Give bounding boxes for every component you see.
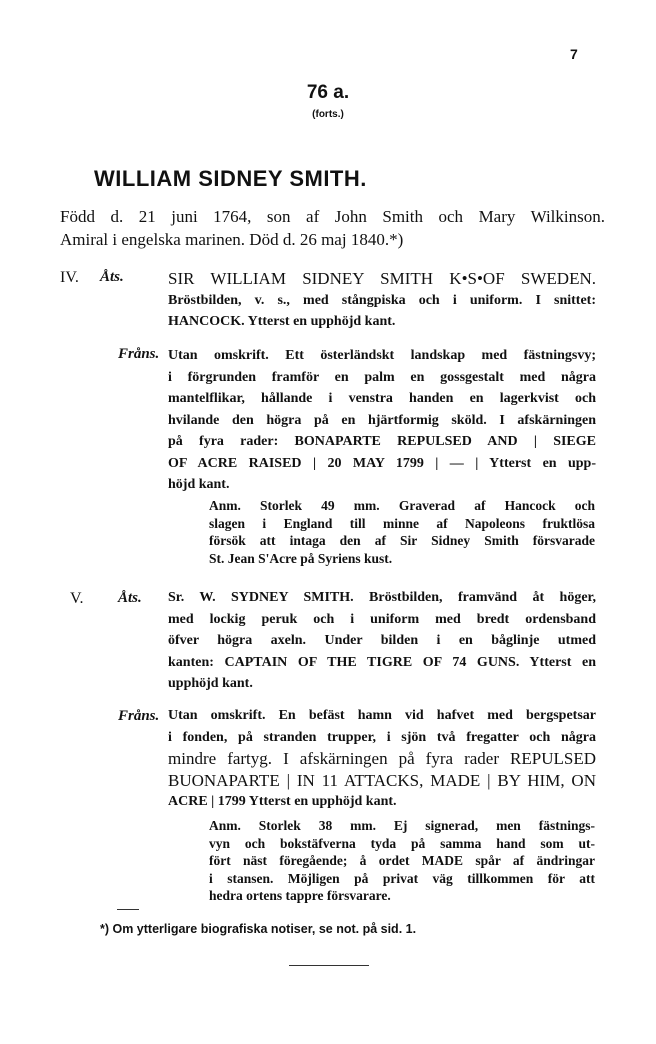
- text-line: hvilande den högra på en hjärtformig sköld. I afskärningen: [168, 412, 596, 428]
- note-line: fört näst föregående; å ordet MADE spår af ändringar: [209, 853, 595, 868]
- page-title: WILLIAM SIDNEY SMITH.: [94, 166, 367, 191]
- text-line: öfver högra axeln. Under bilden i en båglinje utmed: [168, 633, 596, 648]
- text-line: OF ACRE RAISED | 20 MAY 1799 | — | Ytterst en upp-: [168, 455, 596, 471]
- text-line: ACRE | 1799 Ytterst en upphöjd kant.: [168, 794, 397, 809]
- note-line: försök att intaga den af Sir Sidney Smith försvarade: [209, 533, 595, 548]
- obverse-text-v: [168, 587, 596, 695]
- text-line: Utan omskrift. Ett österländskt landskap med fästningsvy;: [168, 348, 596, 363]
- text-line: mantelflikar, hållande i venstra handen en lagerkvist och: [168, 391, 596, 406]
- note-line: vyn och bokstäfverna tyda på samma hand som ut-: [209, 835, 595, 851]
- reverse-text-iv: [168, 345, 596, 496]
- footnote: *) Om ytterligare biografiska notiser, se not. på sid. 1.: [100, 922, 417, 936]
- text-line: upphöjd kant.: [168, 676, 253, 691]
- footnote-divider: [117, 909, 139, 910]
- entry-number-iv: IV.: [60, 269, 79, 286]
- text-line: Sr. W. SYDNEY SMITH. Bröstbilden, framvänd åt höger,: [168, 590, 596, 605]
- note-line: i stansen. Möjligen på privat väg tillkommen för att: [209, 870, 595, 886]
- reverse-text-v: [168, 705, 596, 813]
- text-line: SIR WILLIAM SIDNEY SMITH K•S•OF SWEDEN.: [168, 269, 596, 288]
- annotation-iv: [209, 497, 595, 567]
- entry-number-v: V.: [70, 590, 84, 607]
- section-continuation: (forts.): [312, 109, 344, 120]
- reverse-label-v: Fråns.: [118, 708, 160, 724]
- note-line: Anm. Storlek 49 mm. Graverad af Hancock och: [209, 498, 595, 513]
- end-divider: [289, 965, 369, 966]
- note-line: Anm. Storlek 38 mm. Ej signerad, men fästnings-: [209, 818, 595, 833]
- section-number: 76 a.: [306, 82, 350, 103]
- bio-line: Född d. 21 juni 1764, son af John Smith och Mary Wilkinson.: [60, 207, 605, 226]
- text-line: kanten: CAPTAIN OF THE TIGRE OF 74 GUNS. Ytterst en: [168, 654, 596, 670]
- obverse-label-iv: Åts.: [100, 269, 124, 285]
- obverse-label-v: Åts.: [118, 590, 142, 606]
- text-line: i fonden, på stranden trupper, i sjön två fregatter och några: [168, 729, 596, 745]
- obverse-text-iv: [168, 268, 596, 333]
- biography: [60, 205, 605, 251]
- annotation-v: [209, 817, 595, 905]
- text-line: i förgrunden framför en palm en gossgestalt med några: [168, 369, 596, 385]
- page-number: 7: [570, 46, 578, 62]
- text-line: BUONAPARTE | IN 11 ATTACKS, MADE | BY HIM, ON: [168, 770, 596, 790]
- text-line: med lockig peruk och i uniform med bredt ordensband: [168, 611, 596, 627]
- text-line: HANCOCK. Ytterst en upphöjd kant.: [168, 314, 396, 329]
- text-line: höjd kant.: [168, 477, 230, 492]
- note-line: hedra ortens tappre försvarare.: [209, 888, 391, 903]
- text-line: mindre fartyg. I afskärningen på fyra rader REPULSED: [168, 749, 596, 768]
- bio-line: Amiral i engelska marinen. Död d. 26 maj 1840.*): [60, 230, 404, 249]
- text-line: på fyra rader: BONAPARTE REPULSED AND | SIEGE: [168, 434, 596, 449]
- note-line: slagen i England till minne af Napoleons fruktlösa: [209, 515, 595, 531]
- reverse-label-iv: Fråns.: [118, 346, 160, 362]
- note-line: St. Jean S'Acre på Syriens kust.: [209, 550, 393, 566]
- text-line: Utan omskrift. En befäst hamn vid hafvet med bergspetsar: [168, 708, 596, 723]
- text-line: Bröstbilden, v. s., med stångpiska och i uniform. I snittet:: [168, 292, 596, 308]
